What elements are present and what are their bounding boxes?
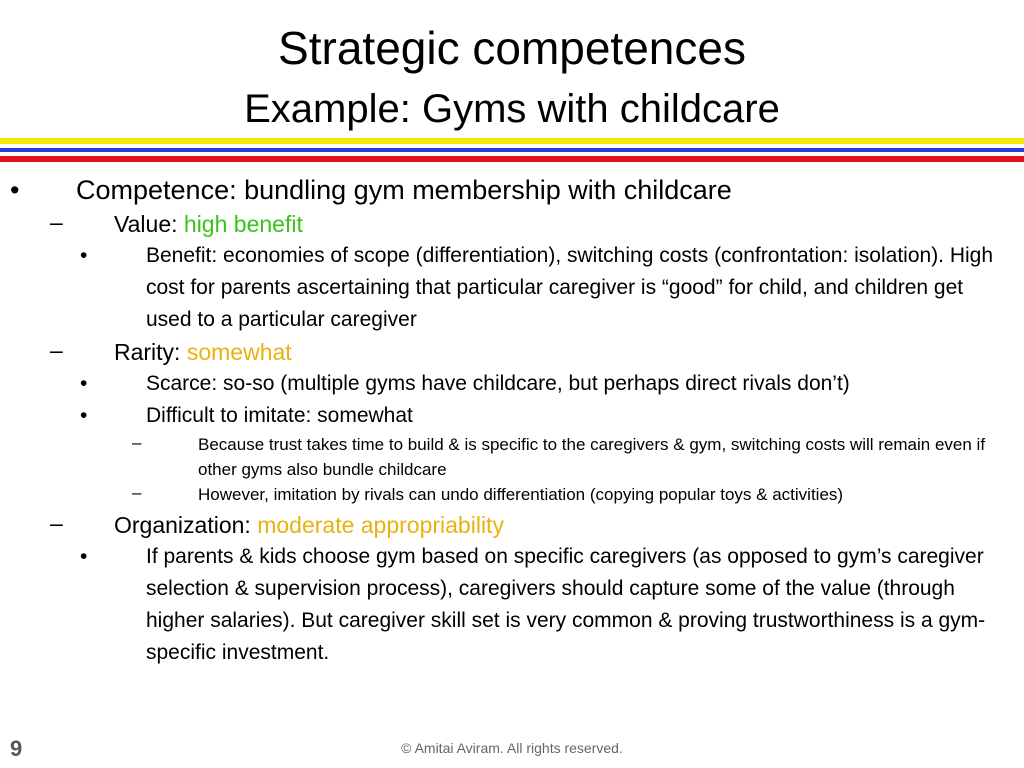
bullet-dot-icon: •: [80, 244, 88, 267]
value-rating: high benefit: [183, 211, 303, 237]
rarity-rating: somewhat: [186, 339, 292, 365]
bullet-text: Because trust takes time to build & is specific to the caregivers & gym, switching costs will remain even if other gyms also bundle childcare: [198, 435, 986, 479]
slide-title: Strategic competences: [278, 22, 746, 74]
bullet-organization: [0, 509, 1024, 541]
bullet-rarity-imitate: [0, 400, 1024, 432]
dash-icon: –: [50, 510, 63, 536]
bullet-rarity: [0, 336, 1024, 368]
bullet-value: [0, 208, 1024, 240]
bullet-imitate-however: [0, 482, 1024, 507]
bullet-value-benefit: [0, 240, 1024, 336]
bullet-rarity-scarce: [0, 368, 1024, 400]
org-rating: moderate appropriability: [257, 512, 504, 538]
bullet-text: Difficult to imitate: somewhat: [146, 404, 413, 427]
bullet-dot-icon: •: [80, 372, 88, 395]
slide-number: 9: [10, 736, 23, 761]
divider-blue: [0, 148, 1024, 152]
bullet-imitate-because: [0, 432, 1024, 482]
divider-yellow: [0, 138, 1024, 144]
value-label: Value:: [114, 211, 184, 237]
slide-subtitle: Example: Gyms with childcare: [244, 87, 780, 131]
bullet-text: Benefit: economies of scope (differentiation), switching costs (confrontation: isolation). High cost for parents ascertaining that particular caregiver is “good” for child, and children get used to a particular caregiver: [146, 244, 994, 331]
bullet-text: If parents & kids choose gym based on specific caregivers (as opposed to gym’s caregiver selection & supervision process), caregivers should capture some of the value (through higher salaries). But caregiver skill set is very common & proving trustworthiness is a gym-specific investment.: [146, 545, 986, 664]
bullet-text: However, imitation by rivals can undo differentiation (copying popular toys & activities): [198, 485, 844, 504]
rarity-label: Rarity:: [114, 339, 187, 365]
org-label: Organization:: [114, 512, 258, 538]
bullet-org-detail: [0, 541, 1024, 669]
dash-icon: –: [50, 209, 63, 235]
bullet-dot-icon: •: [80, 404, 88, 427]
dash-icon: –: [132, 483, 142, 502]
bullet-dot-icon: •: [10, 175, 20, 205]
bullet-competence: [0, 172, 1024, 208]
divider-red: [0, 156, 1024, 162]
dash-icon: –: [132, 433, 142, 452]
dash-icon: –: [50, 337, 63, 363]
copyright-footer: © Amitai Aviram. All rights reserved.: [401, 740, 623, 756]
bullet-text: Competence: bundling gym membership with childcare: [76, 175, 732, 205]
bullet-dot-icon: •: [80, 545, 88, 568]
bullet-text: Scarce: so-so (multiple gyms have childcare, but perhaps direct rivals don’t): [146, 372, 850, 395]
slide-body: [0, 172, 1024, 669]
